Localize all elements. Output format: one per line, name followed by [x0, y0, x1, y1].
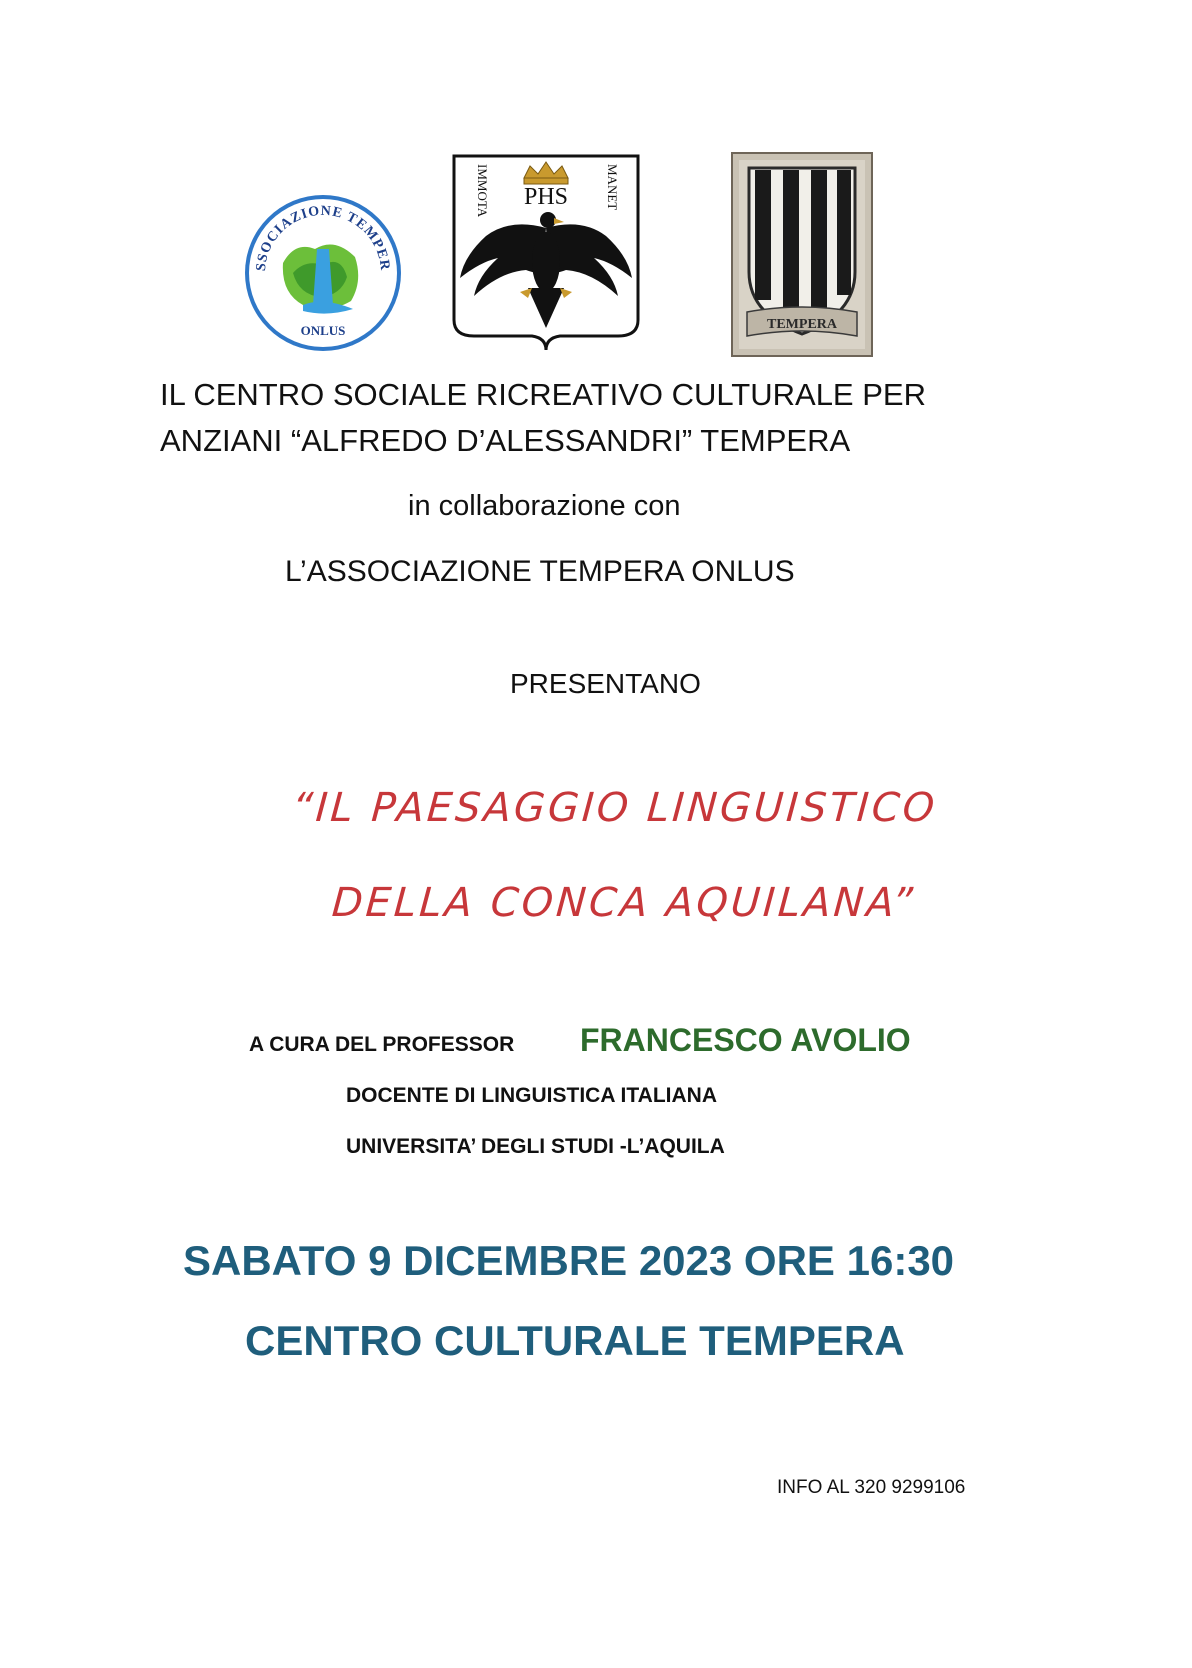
speaker-role: DOCENTE DI LINGUISTICA ITALIANA — [346, 1084, 717, 1107]
svg-text:TEMPERA: TEMPERA — [767, 317, 837, 332]
event-venue: CENTRO CULTURALE TEMPERA — [245, 1317, 905, 1364]
presents-heading: PRESENTANO — [510, 668, 701, 699]
tempera-shield-emblem — [731, 152, 873, 357]
partner-association-name: L’ASSOCIAZIONE TEMPERA ONLUS — [285, 555, 795, 588]
event-title-line-2: DELLA CONCA AQUILANA” — [330, 880, 917, 926]
speaker-university: UNIVERSITA’ DEGLI STUDI -L’AQUILA — [346, 1135, 725, 1158]
collaboration-text: in collaborazione con — [408, 490, 681, 522]
association-tempera-logo — [243, 193, 403, 353]
svg-text:IMMOTA: IMMOTA — [475, 164, 490, 218]
svg-text:MANET: MANET — [605, 164, 620, 211]
event-title-line-1: “IL PAESAGGIO LINGUISTICO — [290, 785, 939, 831]
organizer-name-line-2: ANZIANI “ALFREDO D’ALESSANDRI” TEMPERA — [160, 423, 851, 458]
speaker-name: FRANCESCO AVOLIO — [580, 1022, 911, 1058]
svg-text:ONLUS: ONLUS — [300, 323, 346, 338]
organizer-name-line-1: IL CENTRO SOCIALE RICREATIVO CULTURALE PER — [160, 377, 926, 412]
info-phone: INFO AL 320 9299106 — [777, 1477, 966, 1498]
phs-eagle-crest — [450, 152, 642, 352]
curated-by-label: A CURA DEL PROFESSOR — [249, 1033, 515, 1056]
svg-text:ASSOCIAZIONE TEMPERA: SSOCIAZIONE TEMPER — [253, 203, 393, 272]
svg-text:PHS: PHS — [523, 184, 569, 210]
event-date-time: SABATO 9 DICEMBRE 2023 ORE 16:30 — [183, 1237, 955, 1284]
